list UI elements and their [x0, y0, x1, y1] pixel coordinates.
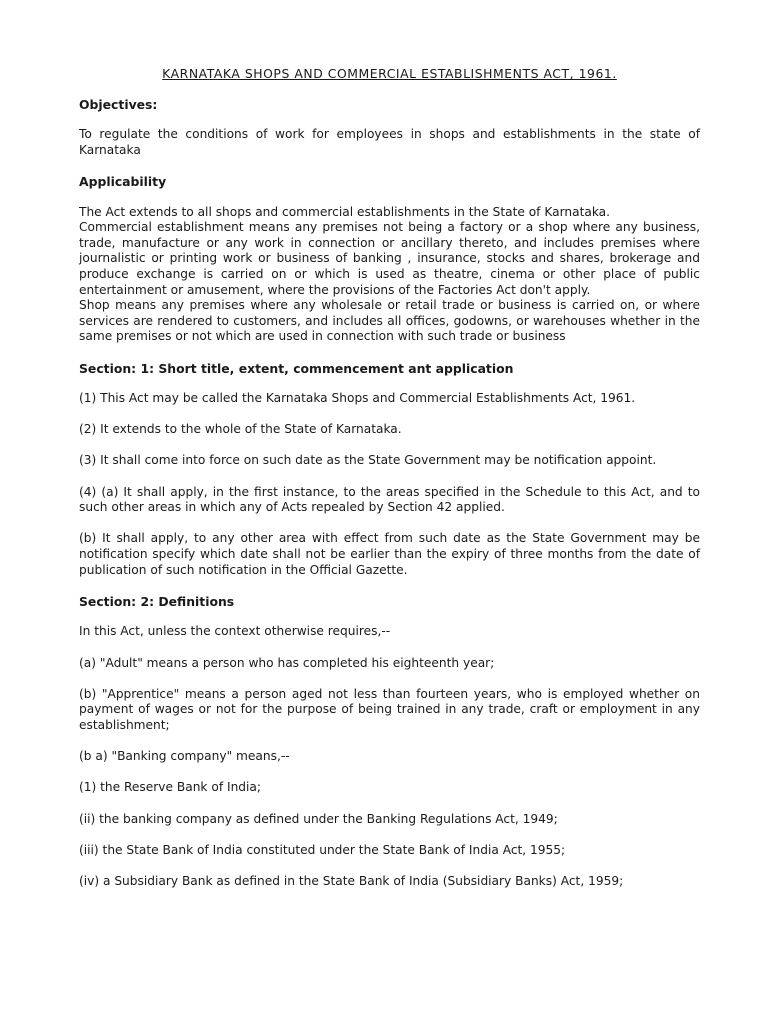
section-2-clause: (1) the Reserve Bank of India; [79, 780, 261, 795]
commercial-establishment-definition: Commercial establishment means any premises not being a factory or a shop where any business, trade, manufacture or any work in connection or ancillary thereto, and includes premises where journalistic or printing work or business of banking , insurance, stocks and shares, brokerage and produce exchange is carried on or which is used as theatre, cinema or other place of public entertainment or amusement, where the provisions of the Factories Act don't apply. [79, 220, 700, 297]
applicability-heading: Applicability [79, 173, 167, 189]
objectives-text: To regulate the conditions of work for employees in shops and establishments in the state of Karnataka [79, 127, 700, 157]
applicability-paragraph: The Act extends to all shops and commercial establishments in the State of Karnataka. [79, 204, 611, 219]
document-title: KARNATAKA SHOPS AND COMMERCIAL ESTABLISHMENTS ACT, 1961. [162, 66, 617, 81]
section-2-clause: (iv) a Subsidiary Bank as defined in the State Bank of India (Subsidiary Banks) Act, 1959; [79, 873, 624, 888]
section-2-clause: (b a) "Banking company" means,-- [79, 749, 290, 764]
section-1-heading: Section: 1: Short title, extent, commencement ant application [79, 360, 514, 376]
section-2-clause: (b) "Apprentice" means a person aged not less than fourteen years, who is employed whether on payment of wages or not for the purpose of being trained in any trade, craft or employment in any establishment; [79, 686, 700, 732]
section-1-clause: (4) (a) It shall apply, in the first instance, to the areas specified in the Schedule to this Act, and to such other areas in which any of Acts repealed by Section 42 applied. [79, 484, 700, 515]
section-2-clause: (a) "Adult" means a person who has completed his eighteenth year; [79, 655, 495, 670]
section-1-clause: (1) This Act may be called the Karnataka Shops and Commercial Establishments Act, 1961. [79, 391, 636, 406]
section-2-clause: (iii) the State Bank of India constituted under the State Bank of India Act, 1955; [79, 842, 566, 857]
objectives-heading: Objectives: [79, 96, 158, 112]
section-1-clause: (b) It shall apply, to any other area with effect from such date as the State Government may be notification specify which date shall not be earlier than the expiry of three months from the date of publication of such notification in the Official Gazette. [79, 531, 700, 577]
section-2-heading: Section: 2: Definitions [79, 593, 235, 609]
shop-definition: Shop means any premises where any wholesale or retail trade or business is carried on, or where services are rendered to customers, and includes all offices, godowns, or warehouses whether in the same premises or not which are used in connection with such trade or business [79, 298, 700, 344]
section-1-clause: (2) It extends to the whole of the State of Karnataka. [79, 422, 402, 437]
section-2-clause: (ii) the banking company as defined under the Banking Regulations Act, 1949; [79, 811, 558, 826]
section-1-clause: (3) It shall come into force on such date as the State Government may be notification appoint. [79, 453, 657, 468]
section-2-clause: In this Act, unless the context otherwise requires,-- [79, 624, 391, 639]
document-page [79, 66, 700, 905]
